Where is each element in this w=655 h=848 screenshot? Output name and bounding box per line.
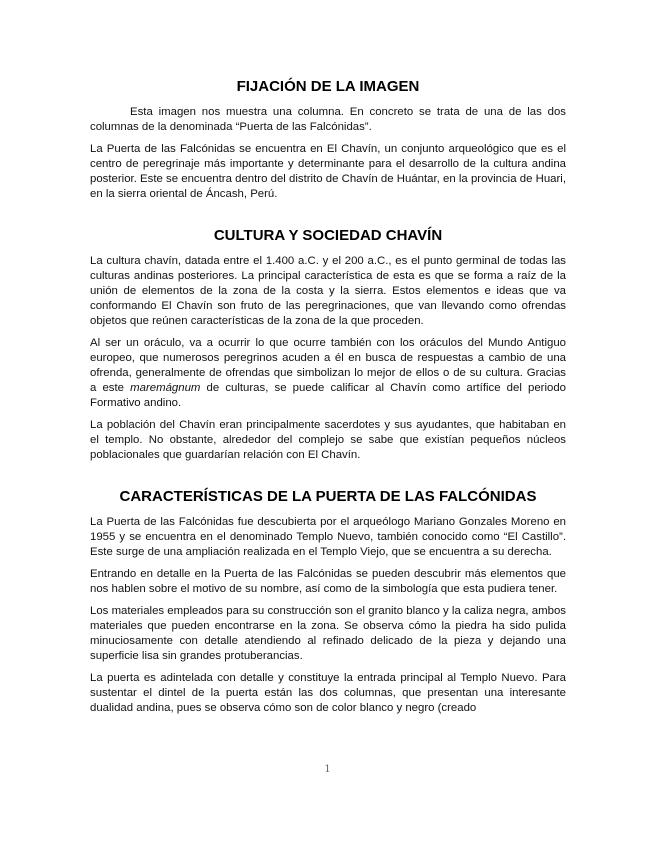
section-heading-caracteristicas: CARACTERÍSTICAS DE LA PUERTA DE LAS FALCÓNIDAS (119, 488, 537, 505)
section-heading-fijacion: FIJACIÓN DE LA IMAGEN (236, 78, 420, 95)
paragraph: La puerta es adintelada con detalle y constituye la entrada principal al Templo Nuevo. Para sustentar el dintel de la puerta están las dos columnas, que presentan una interesante dualidad andina, pues se observa cómo son de color blanco y negro (creado (90, 672, 566, 714)
paragraph: La Puerta de las Falcónidas se encuentra en El Chavín, un conjunto arqueológico que es el centro de peregrinaje más importante y determinante para el desarrollo de la cultura andina posterior. Este se encuentra dentro del distrito de Chavín de Huántar, en la provincia de Huari, en la sierra oriental de Áncash, Perú. (90, 143, 566, 200)
paragraph-text: de culturas, se puede calificar al Chavín como artífice del periodo Formativo andino. (90, 382, 566, 409)
paragraph: La Puerta de las Falcónidas fue descubierta por el arqueólogo Mariano Gonzales Moreno en 1955 y se encuentra en el denominado Templo Nuevo, también conocido como “El Castillo”. Este surge de una ampliación realizada en el Templo Viejo, que se encuentra a su derecha. (90, 516, 566, 558)
paragraph: Entrando en detalle en la Puerta de las Falcónidas se pueden descubrir más elementos que nos hablen sobre el motivo de su nombre, así como de la simbología que esta pudiera tener. (90, 568, 566, 595)
italic-term: maremágnum (130, 382, 201, 394)
section-heading-cultura: CULTURA Y SOCIEDAD CHAVÍN (213, 227, 443, 244)
paragraph: Esta imagen nos muestra una columna. En concreto se trata de una de las dos columnas de la denominada “Puerta de las Falcónidas”. (90, 106, 566, 133)
paragraph: La población del Chavín eran principalmente sacerdotes y sus ayudantes, que habitaban en el templo. No obstante, alrededor del complejo se sabe que existían pequeños núcleos poblacionales que guardarían relación con El Chavín. (90, 419, 566, 461)
document-body (90, 78, 566, 716)
paragraph-text: Al ser un oráculo, va a ocurrir lo que ocurre también con los oráculos del Mundo Antiguo europeo, que numerosos peregrinos acuden a él en busca de respuestas a cambio de una ofrenda, generalmente de ofrendas que simbolizan lo mejor de ellos o de su cultura. Gracias a este (90, 337, 566, 394)
page-number: 1 (324, 764, 331, 775)
paragraph-with-italic (90, 336, 566, 411)
paragraph: La cultura chavín, datada entre el 1.400 a.C. y el 200 a.C., es el punto germinal de todas las culturas andinas posteriores. La principal característica de esta es que se forma a raíz de la unión de elementos de la zona de la costa y la sierra. Estos elementos e ideas que va conformando El Chavín son fruto de las peregrinaciones, que van llevando como ofrendas objetos que reúnen características de la zona de la que proceden. (90, 255, 566, 327)
paragraph: Los materiales empleados para su construcción son el granito blanco y la caliza negra, ambos materiales que pueden encontrarse en la zona. Se observa cómo la piedra ha sido pulida minuciosamente con detalle atendiendo al refinado delicado de la pieza y dejando una superficie lisa sin grandes protuberancias. (90, 605, 566, 662)
